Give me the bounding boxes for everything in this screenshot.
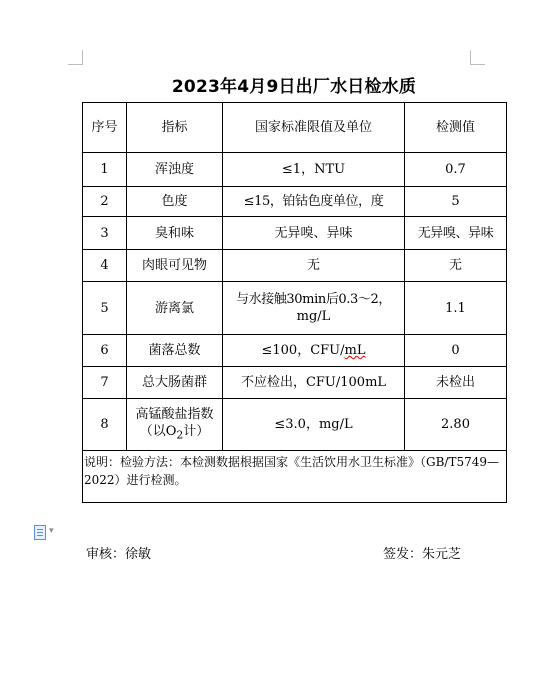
water-quality-table — [82, 102, 507, 503]
crop-mark-top-right — [470, 50, 485, 65]
table-row — [83, 187, 507, 217]
row-indicator: 菌落总数 — [127, 335, 223, 367]
row-indicator: 游离氯 — [127, 282, 223, 335]
table-row — [83, 335, 507, 367]
header-limit: 国家标准限值及单位 — [223, 103, 405, 153]
table-row — [83, 153, 507, 187]
row-indicator: 总大肠菌群 — [127, 367, 223, 399]
header-no: 序号 — [83, 103, 127, 153]
row-no: 3 — [83, 217, 127, 250]
table-note-row — [83, 451, 507, 503]
row-limit-main: ≤100，CFU/ — [261, 343, 345, 358]
row-no: 1 — [83, 153, 127, 187]
row-value: 5 — [405, 187, 507, 217]
row-limit — [223, 335, 405, 367]
header-value: 检测值 — [405, 103, 507, 153]
row-limit: ≤1，NTU — [223, 153, 405, 187]
document-paste-icon[interactable] — [34, 525, 60, 539]
row-indicator-line1: 高锰酸盐指数 — [135, 406, 214, 422]
page-title: 2023年4月9日出厂水日检水质 — [171, 77, 417, 97]
table-header-row — [83, 103, 507, 153]
row-value: 0 — [405, 335, 507, 367]
row-value: 0.7 — [405, 153, 507, 187]
row-limit: 不应检出，CFU/100mL — [223, 367, 405, 399]
row-limit-line1: 与水接触30min后0.3～2， — [236, 292, 391, 307]
row-indicator: 肉眼可见物 — [127, 250, 223, 282]
row-limit: ≤15，铂钴色度单位，度 — [223, 187, 405, 217]
reviewer-signature: 审核：徐敏 — [86, 547, 152, 562]
row-indicator: 浑浊度 — [127, 153, 223, 187]
indicator-line2-prefix: （以O — [139, 423, 177, 439]
row-no: 2 — [83, 187, 127, 217]
row-no: 8 — [83, 399, 127, 451]
row-indicator — [127, 399, 223, 451]
row-limit: 无异嗅、异味 — [223, 217, 405, 250]
row-value: 1.1 — [405, 282, 507, 335]
row-limit — [223, 282, 405, 335]
table-row — [83, 399, 507, 451]
row-no: 7 — [83, 367, 127, 399]
row-value: 无 — [405, 250, 507, 282]
row-no: 4 — [83, 250, 127, 282]
indicator-subscript: 2 — [176, 428, 184, 442]
document-icon-shape — [34, 525, 46, 540]
header-indicator: 指标 — [127, 103, 223, 153]
crop-mark-top-left — [68, 50, 83, 65]
row-value: 无异嗅、异味 — [405, 217, 507, 250]
chevron-down-icon: ▾ — [49, 526, 54, 536]
spellcheck-underlined-unit: mL — [344, 343, 366, 358]
table-row — [83, 250, 507, 282]
indicator-line2-suffix: 计） — [183, 423, 210, 439]
table-row — [83, 282, 507, 335]
row-limit-line2: mg/L — [296, 309, 331, 324]
table-row — [83, 217, 507, 250]
table-row — [83, 367, 507, 399]
row-limit: 无 — [223, 250, 405, 282]
row-indicator: 臭和味 — [127, 217, 223, 250]
row-value: 未检出 — [405, 367, 507, 399]
row-no: 5 — [83, 282, 127, 335]
row-indicator: 色度 — [127, 187, 223, 217]
table-note: 说明：检验方法：本检测数据根据国家《生活饮用水卫生标准》（GB/T5749—2022）进行检测。 — [83, 451, 507, 503]
row-limit: ≤3.0，mg/L — [223, 399, 405, 451]
row-value: 2.80 — [405, 399, 507, 451]
issuer-signature: 签发：朱元芝 — [383, 547, 462, 562]
row-indicator-line2 — [129, 423, 220, 444]
row-no: 6 — [83, 335, 127, 367]
